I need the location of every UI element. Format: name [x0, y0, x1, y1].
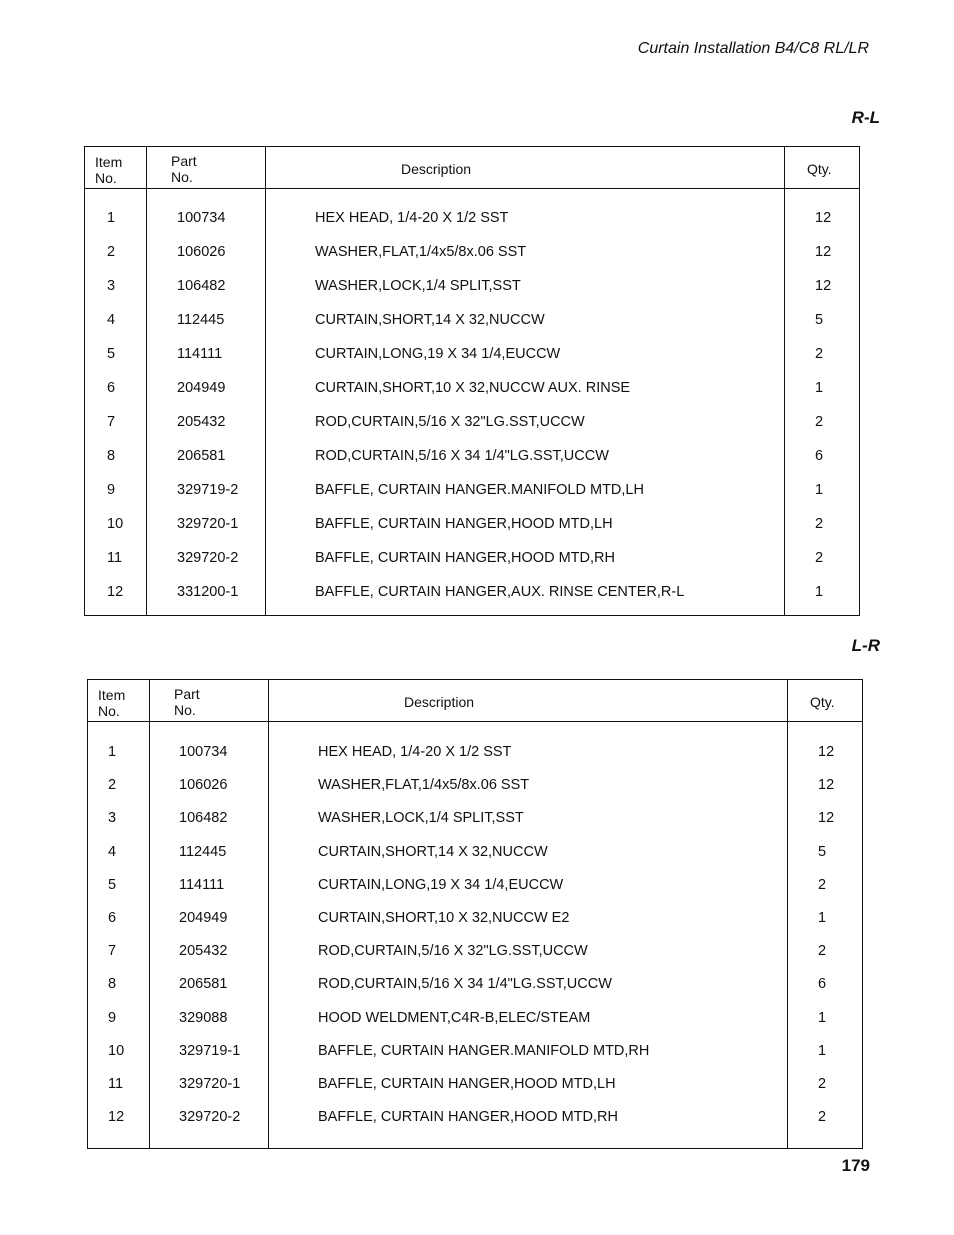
part-no-cell: 100734 [179, 744, 228, 760]
table-row [85, 414, 859, 434]
part-no-cell: 106482 [177, 278, 226, 294]
part-no-cell: 106026 [179, 777, 228, 794]
part-no-cell: 112445 [179, 843, 227, 860]
description-cell: WASHER,LOCK,1/4 SPLIT,SST [318, 810, 524, 827]
description-cell: CURTAIN,LONG,19 X 34 1/4,EUCCW [318, 876, 564, 893]
part-no-cell: 329720-2 [177, 550, 239, 566]
description-cell: ROD,CURTAIN,5/16 X 32"LG.SST,UCCW [315, 414, 585, 430]
description-cell: ROD,CURTAIN,5/16 X 32"LG.SST,UCCW [318, 943, 588, 960]
table-row [85, 346, 859, 366]
qty-cell: 1 [818, 1009, 827, 1026]
item-no-cell: 4 [108, 843, 117, 860]
description-cell: BAFFLE, CURTAIN HANGER,HOOD MTD,LH [318, 1076, 616, 1092]
item-no-cell: 6 [107, 380, 116, 396]
parts-table-l-r [87, 679, 863, 1149]
description-cell: CURTAIN,LONG,19 X 34 1/4,EUCCW [315, 346, 561, 362]
table-row [85, 210, 859, 230]
description-cell: ROD,CURTAIN,5/16 X 34 1/4"LG.SST,UCCW [318, 976, 612, 993]
table-row [85, 278, 859, 298]
qty-cell: 5 [818, 843, 827, 860]
description-cell: HOOD WELDMENT,C4R-B,ELEC/STEAM [318, 1009, 591, 1026]
item-no-cell: 8 [108, 976, 117, 993]
part-no-cell: 206581 [177, 448, 226, 464]
table-row [85, 516, 859, 536]
part-no-cell: 106482 [179, 810, 228, 827]
qty-cell: 6 [818, 976, 827, 993]
part-no-cell: 112445 [177, 312, 225, 328]
column-header-part-no: Part No. [174, 686, 200, 718]
table-row [88, 1043, 862, 1063]
part-no-cell: 329719-2 [177, 482, 239, 498]
part-no-cell: 329088 [179, 1009, 228, 1026]
section-label-l-r: L-R [851, 636, 880, 655]
table-row [88, 910, 862, 930]
description-cell: WASHER,FLAT,1/4x5/8x.06 SST [315, 244, 527, 260]
description-cell: BAFFLE, CURTAIN HANGER,HOOD MTD,LH [315, 516, 613, 532]
table-row [88, 976, 862, 996]
item-no-cell: 11 [107, 550, 123, 566]
table-row [88, 777, 862, 797]
qty-cell: 1 [818, 910, 827, 926]
item-no-cell: 5 [108, 876, 117, 893]
qty-cell: 1 [815, 482, 824, 498]
part-no-cell: 204949 [177, 380, 226, 396]
part-no-cell: 204949 [179, 910, 228, 926]
part-no-cell: 331200-1 [177, 584, 239, 600]
column-header-qty: Qty. [810, 694, 835, 710]
qty-cell: 2 [818, 1109, 827, 1126]
item-no-cell: 2 [108, 777, 117, 794]
description-cell: CURTAIN,SHORT,14 X 32,NUCCW [315, 312, 545, 328]
table-row [85, 482, 859, 502]
qty-cell: 12 [818, 810, 835, 827]
table-row [88, 877, 862, 897]
table-row [88, 810, 862, 830]
item-no-cell: 6 [108, 910, 117, 926]
qty-cell: 2 [815, 346, 824, 362]
part-no-cell: 329720-1 [179, 1076, 241, 1092]
qty-cell: 2 [818, 1076, 827, 1092]
item-no-cell: 1 [108, 744, 117, 760]
item-no-cell: 9 [108, 1009, 117, 1026]
description-cell: HEX HEAD, 1/4-20 X 1/2 SST [318, 744, 512, 760]
column-header-item-no: Item No. [95, 154, 123, 186]
table-row [88, 844, 862, 864]
part-no-cell: 106026 [177, 244, 226, 260]
description-cell: CURTAIN,SHORT,10 X 32,NUCCW E2 [318, 910, 570, 926]
qty-cell: 1 [815, 380, 824, 396]
description-cell: BAFFLE, CURTAIN HANGER,AUX. RINSE CENTER,R-L [315, 584, 685, 600]
column-header-description: Description [404, 694, 475, 710]
qty-cell: 6 [815, 448, 824, 464]
description-cell: CURTAIN,SHORT,14 X 32,NUCCW [318, 843, 548, 860]
part-no-cell: 205432 [177, 414, 226, 430]
part-no-cell: 329720-2 [179, 1109, 241, 1126]
description-cell: BAFFLE, CURTAIN HANGER,HOOD MTD,RH [318, 1109, 618, 1126]
column-header-item-no: Item No. [98, 687, 126, 719]
item-no-cell: 12 [108, 1109, 125, 1126]
description-cell: HEX HEAD, 1/4-20 X 1/2 SST [315, 210, 509, 226]
description-cell: BAFFLE, CURTAIN HANGER,HOOD MTD,RH [315, 550, 615, 566]
qty-cell: 2 [818, 876, 827, 893]
item-no-cell: 3 [107, 278, 116, 294]
section-label-r-l: R-L [851, 108, 880, 127]
item-no-cell: 7 [107, 414, 116, 430]
item-no-cell: 11 [108, 1076, 124, 1092]
table-row [85, 312, 859, 332]
item-no-cell: 10 [107, 516, 124, 532]
column-header-description: Description [401, 161, 472, 177]
page-header-title: Curtain Installation B4/C8 RL/LR [637, 40, 869, 57]
part-no-cell: 100734 [177, 210, 226, 226]
column-header-qty: Qty. [807, 161, 832, 177]
qty-cell: 12 [815, 210, 832, 226]
part-no-cell: 329719-1 [179, 1042, 241, 1059]
item-no-cell: 12 [107, 584, 124, 600]
qty-cell: 12 [818, 744, 835, 760]
item-no-cell: 4 [107, 312, 116, 328]
table-row [88, 744, 862, 764]
table-row [88, 943, 862, 963]
qty-cell: 12 [818, 777, 835, 794]
description-cell: BAFFLE, CURTAIN HANGER.MANIFOLD MTD,RH [318, 1042, 650, 1059]
column-header-part-no: Part No. [171, 153, 197, 185]
qty-cell: 1 [815, 584, 824, 600]
qty-cell: 12 [815, 278, 832, 294]
table-row [85, 244, 859, 264]
item-no-cell: 9 [107, 482, 116, 498]
item-no-cell: 7 [108, 943, 117, 960]
part-no-cell: 114111 [179, 876, 225, 893]
qty-cell: 2 [815, 414, 824, 430]
item-no-cell: 2 [107, 244, 116, 260]
qty-cell: 2 [815, 516, 824, 532]
part-no-cell: 114111 [177, 346, 223, 362]
table-row [88, 1076, 862, 1096]
description-cell: BAFFLE, CURTAIN HANGER.MANIFOLD MTD,LH [315, 482, 644, 498]
table-row [85, 380, 859, 400]
item-no-cell: 1 [107, 210, 116, 226]
part-no-cell: 329720-1 [177, 516, 239, 532]
description-cell: WASHER,LOCK,1/4 SPLIT,SST [315, 278, 521, 294]
qty-cell: 2 [818, 943, 827, 960]
part-no-cell: 205432 [179, 943, 228, 960]
table-row [85, 448, 859, 468]
table-row [85, 550, 859, 570]
table-row [88, 1109, 862, 1129]
qty-cell: 1 [818, 1042, 827, 1059]
parts-table-r-l [84, 146, 860, 616]
item-no-cell: 5 [107, 346, 116, 362]
qty-cell: 5 [815, 312, 824, 328]
qty-cell: 12 [815, 244, 832, 260]
part-no-cell: 206581 [179, 976, 228, 993]
table-row [85, 584, 859, 604]
description-cell: ROD,CURTAIN,5/16 X 34 1/4"LG.SST,UCCW [315, 448, 609, 464]
qty-cell: 2 [815, 550, 824, 566]
description-cell: CURTAIN,SHORT,10 X 32,NUCCW AUX. RINSE [315, 380, 631, 396]
item-no-cell: 3 [108, 810, 117, 827]
item-no-cell: 8 [107, 448, 116, 464]
description-cell: WASHER,FLAT,1/4x5/8x.06 SST [318, 777, 530, 794]
item-no-cell: 10 [108, 1042, 125, 1059]
page-number: 179 [841, 1156, 870, 1175]
table-row [88, 1010, 862, 1030]
